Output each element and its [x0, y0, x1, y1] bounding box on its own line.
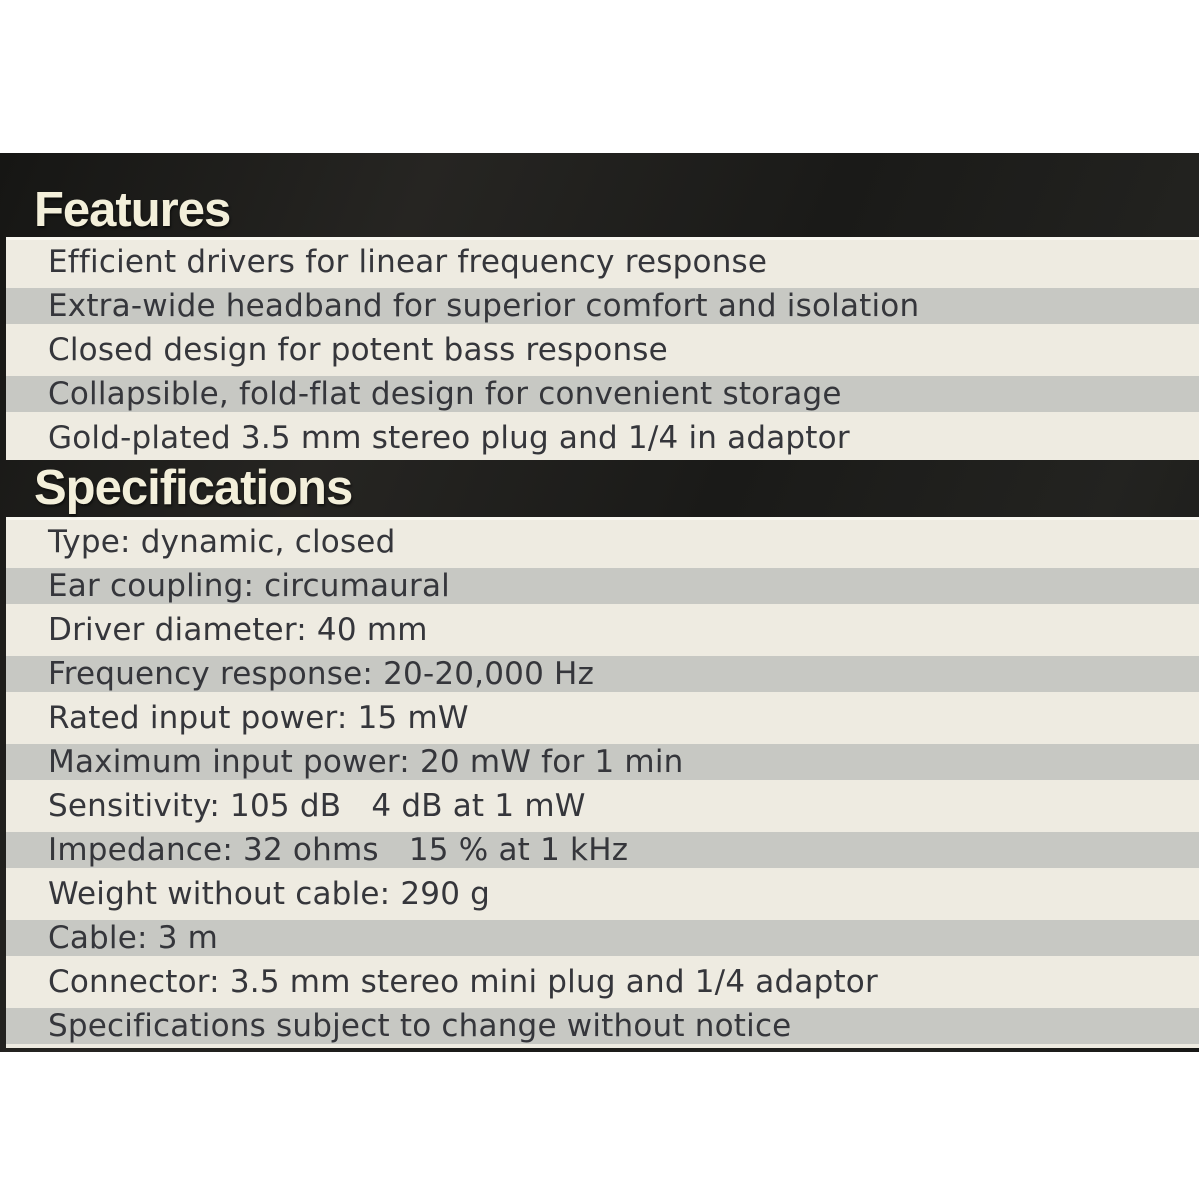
spec-item [6, 1004, 1199, 1048]
spec-item [6, 740, 1199, 784]
spec-item-text: Frequency response: 20-20,000 Hz [48, 655, 595, 692]
features-section-header [0, 153, 1199, 237]
spec-item-text: Connector: 3.5 mm stereo mini plug and 1/4 adaptor [48, 963, 878, 1000]
feature-item-text: Extra-wide headband for superior comfort and isolation [48, 287, 920, 324]
feature-item [6, 240, 1199, 284]
specifications-section-header [0, 460, 1199, 517]
spec-item [6, 696, 1199, 740]
spec-item [6, 828, 1199, 872]
spec-item-text: Specifications subject to change without notice [48, 1007, 792, 1044]
feature-item-text: Efficient drivers for linear frequency response [48, 243, 768, 280]
features-list [6, 237, 1199, 460]
spec-item-text: Cable: 3 m [48, 919, 219, 956]
spec-item-text: Weight without cable: 290 g [48, 875, 491, 912]
spec-item [6, 916, 1199, 960]
features-title: Features [34, 183, 231, 237]
spec-item-text: Rated input power: 15 mW [48, 699, 469, 736]
spec-item-text: Impedance: 32 ohms 15 % at 1 kHz [48, 831, 629, 868]
feature-item [6, 284, 1199, 328]
spec-item [6, 564, 1199, 608]
spec-item [6, 520, 1199, 564]
specifications-title: Specifications [34, 461, 353, 515]
spec-item [6, 652, 1199, 696]
specifications-list [6, 517, 1199, 1048]
spec-item [6, 784, 1199, 828]
spec-item-text: Sensitivity: 105 dB 4 dB at 1 mW [48, 787, 586, 824]
spec-item-text: Ear coupling: circumaural [48, 567, 450, 604]
feature-item [6, 372, 1199, 416]
feature-item [6, 328, 1199, 372]
spec-item-text: Type: dynamic, closed [48, 523, 396, 560]
spec-item-text: Driver diameter: 40 mm [48, 611, 428, 648]
spec-item [6, 960, 1199, 1004]
spec-item-text: Maximum input power: 20 mW for 1 min [48, 743, 684, 780]
feature-item-text: Closed design for potent bass response [48, 331, 668, 368]
product-spec-panel [0, 153, 1199, 1052]
spec-item [6, 872, 1199, 916]
spec-item [6, 608, 1199, 652]
feature-item-text: Gold-plated 3.5 mm stereo plug and 1/4 in adaptor [48, 419, 850, 456]
feature-item-text: Collapsible, fold-flat design for convenient storage [48, 375, 842, 412]
feature-item [6, 416, 1199, 460]
